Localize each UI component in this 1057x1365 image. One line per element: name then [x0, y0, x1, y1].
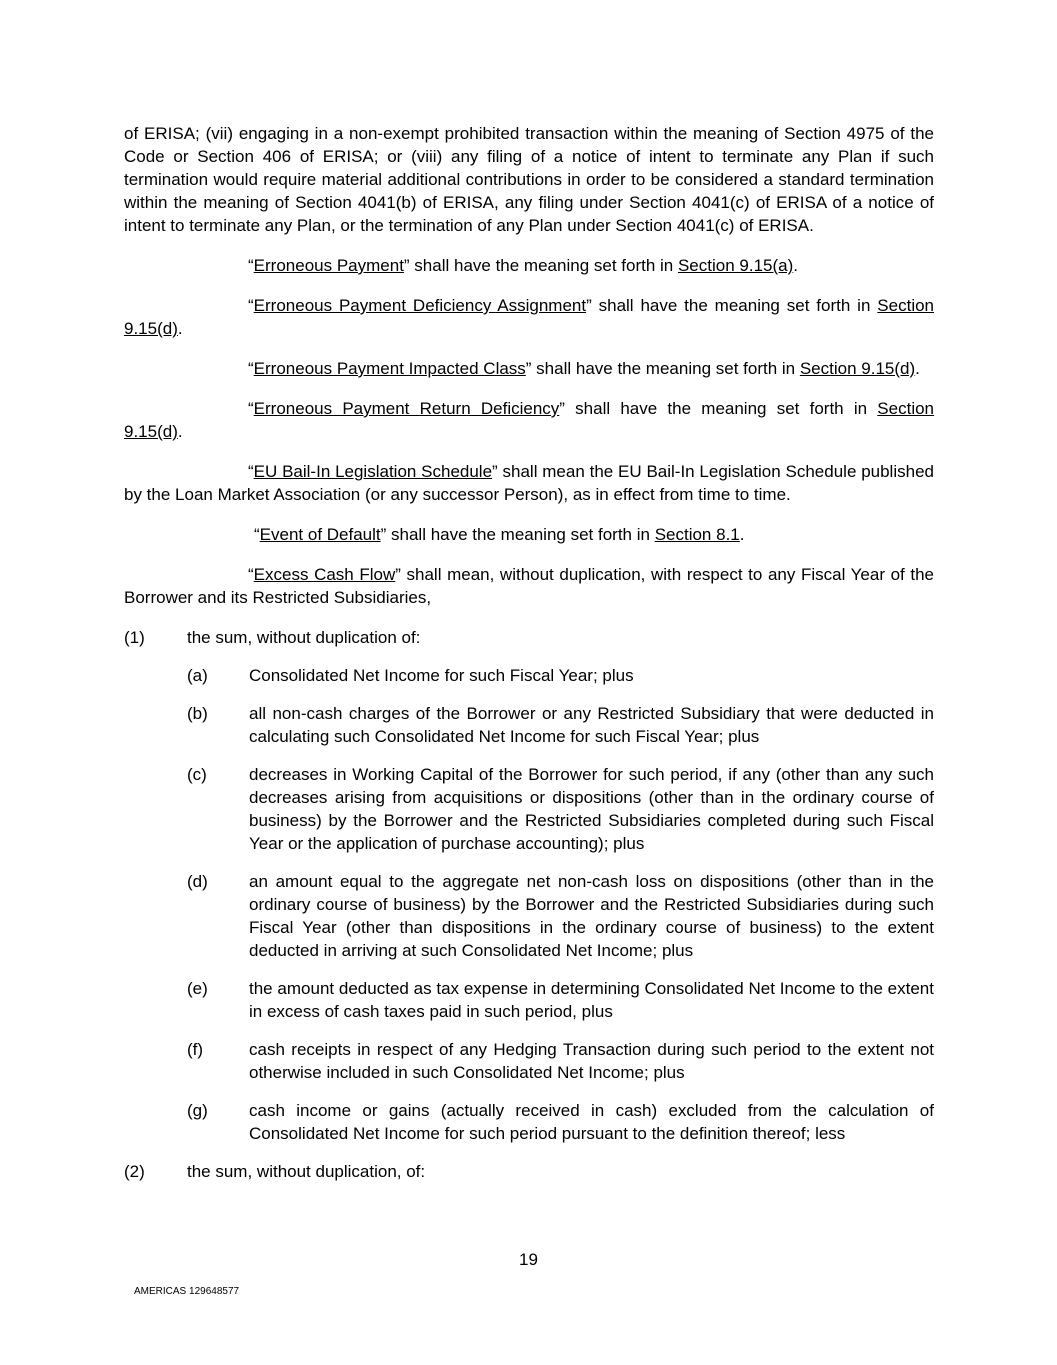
- document-id: AMERICAS 129648577: [134, 1286, 240, 1297]
- sub-item-text: Consolidated Net Income for such Fiscal Year; plus: [249, 666, 634, 685]
- definition-erroneous-payment-return-deficiency: “Erroneous Payment Return Deficiency” shall have the meaning set forth in Section 9.15(d).: [124, 399, 934, 441]
- list-text: the sum, without duplication, of:: [187, 1162, 426, 1181]
- sub-item-c: [124, 763, 934, 855]
- list-number: (2): [124, 1162, 145, 1181]
- sub-item-f: [124, 1038, 934, 1084]
- sub-item-number: (a): [187, 666, 208, 685]
- section-reference: Section 9.15(d): [799, 359, 916, 378]
- sub-item-d: [124, 870, 934, 962]
- defined-term: EU Bail-In Legislation Schedule: [253, 462, 493, 481]
- sub-item-number: (c): [187, 765, 207, 784]
- page-number: 19: [519, 1250, 538, 1269]
- defined-term: Erroneous Payment: [253, 256, 404, 275]
- sub-item-text: all non-cash charges of the Borrower or any Restricted Subsidiary that were deducted in calculating such Consolidated Net Income for such Fiscal Year; plus: [249, 704, 934, 746]
- definition-erroneous-payment: “Erroneous Payment” shall have the meaning set forth in Section 9.15(a).: [248, 256, 798, 275]
- sub-item-text: the amount deducted as tax expense in determining Consolidated Net Income to the extent in excess of cash taxes paid in such period, plus: [249, 979, 934, 1021]
- sub-item-g: [124, 1099, 934, 1145]
- sub-item-number: (e): [187, 979, 208, 998]
- list-item-1: [124, 626, 934, 649]
- section-reference: Section 9.15(d): [124, 399, 934, 441]
- document-body: [124, 122, 934, 1198]
- paragraph-erisa-continuation: of ERISA; (vii) engaging in a non-exempt prohibited transaction within the meaning of Section 4975 of the Code or Section 406 of ERISA; or (viii) any filing of a notice of intent to terminate any Plan if such termination would require material additional contributions in order to be considered a standard termination within the meaning of Section 4041(b) of ERISA, any filing under Section 4041(c) of ERISA of a notice of intent to terminate any Plan, or the termination of any Plan under Section 4041(c) of ERISA.: [124, 124, 934, 235]
- sub-item-text: cash receipts in respect of any Hedging Transaction during such period to the extent not otherwise included in such Consolidated Net Income; plus: [249, 1040, 934, 1082]
- defined-term: Erroneous Payment Impacted Class: [253, 359, 526, 378]
- section-reference: Section 9.15(d): [124, 296, 934, 338]
- sub-item-text: decreases in Working Capital of the Borrower for such period, if any (other than any such decreases arising from acquisitions or dispositions (other than in the ordinary course of business) by the Borrower and the Restricted Subsidiaries completed during such Fiscal Year or the application of purchase accounting); plus: [249, 765, 934, 853]
- definition-event-of-default: “Event of Default” shall have the meaning set forth in Section 8.1.: [254, 525, 745, 544]
- definition-excess-cash-flow: “Excess Cash Flow” shall mean, without duplication, with respect to any Fiscal Year of the Borrower and its Restricted Subsidiaries,: [124, 565, 934, 607]
- sub-item-number: (d): [187, 872, 208, 891]
- defined-term: Event of Default: [259, 525, 381, 544]
- sub-item-b: [124, 702, 934, 748]
- defined-term: Erroneous Payment Return Deficiency: [253, 399, 560, 418]
- sub-item-number: (g): [187, 1101, 208, 1120]
- sub-item-number: (f): [187, 1040, 204, 1059]
- sub-item-text: an amount equal to the aggregate net non-cash loss on dispositions (other than in the ordinary course of business) by the Borrower and the Restricted Subsidiaries during such Fiscal Year (other than dispositions in the ordinary course of business) to the extent deducted in arriving at such Consolidated Net Income; plus: [249, 872, 934, 960]
- sub-item-a: [124, 664, 934, 687]
- defined-term: Excess Cash Flow: [253, 565, 396, 584]
- sub-item-e: [124, 977, 934, 1023]
- list-item-2: [124, 1160, 934, 1183]
- definition-erroneous-payment-deficiency-assignment: “Erroneous Payment Deficiency Assignment” shall have the meaning set forth in Section 9.15(d).: [124, 296, 934, 338]
- section-reference: Section 8.1: [654, 525, 740, 544]
- definition-erroneous-payment-impacted-class: “Erroneous Payment Impacted Class” shall have the meaning set forth in Section 9.15(d).: [248, 359, 920, 378]
- definition-eu-bail-in-legislation-schedule: “EU Bail-In Legislation Schedule” shall mean the EU Bail-In Legislation Schedule published by the Loan Market Association (or any successor Person), as in effect from time to time.: [124, 462, 934, 504]
- list-text: the sum, without duplication of:: [187, 628, 421, 647]
- section-reference: Section 9.15(a): [677, 256, 794, 275]
- list-number: (1): [124, 628, 145, 647]
- defined-term: Erroneous Payment Deficiency Assignment: [253, 296, 587, 315]
- sub-item-text: cash income or gains (actually received in cash) excluded from the calculation of Consolidated Net Income for such period pursuant to the definition thereof; less: [249, 1101, 934, 1143]
- sub-item-number: (b): [187, 704, 208, 723]
